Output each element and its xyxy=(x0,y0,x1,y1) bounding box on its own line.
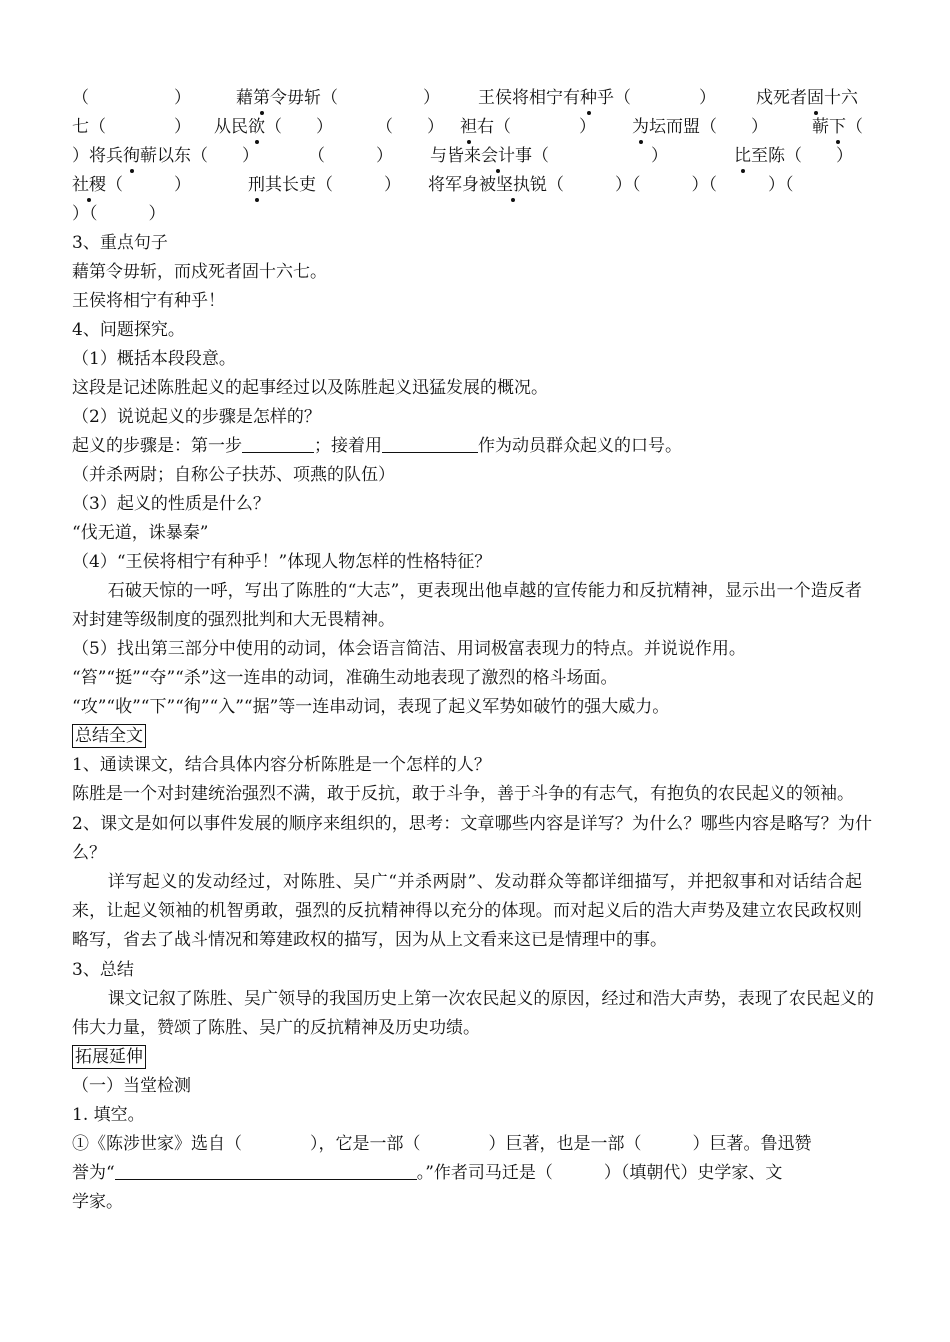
dotted-char: 社稷 xyxy=(72,171,106,200)
vocab-text: 事（ ） xyxy=(515,146,668,166)
answer-text: ；接着用 xyxy=(314,436,382,456)
key-sentence: 王侯将相宁有种乎！ xyxy=(72,291,225,311)
vocab-row-1 xyxy=(72,84,878,113)
vocab-item xyxy=(214,113,333,142)
fill-blank xyxy=(72,1159,878,1188)
vocab-text: 右（ ） xyxy=(477,117,596,137)
vocab-text: 与皆来 xyxy=(430,146,481,166)
vocab-item: ）（ ） xyxy=(72,204,166,224)
vocab-item xyxy=(72,142,259,171)
vocab-text: （ ） xyxy=(265,117,333,137)
question: （5）找出第三部分中使用的动词，体会语言简洁、用词极富表现力的特点。并说说作用。 xyxy=(72,639,746,660)
blank-line[interactable] xyxy=(242,432,314,453)
vocab-item xyxy=(756,84,858,113)
vocab-item: （ ） xyxy=(308,146,393,166)
answer-fill xyxy=(72,432,878,461)
fill-blank: ①《陈涉世家》选自（ ），它是一部（ ）巨著，也是一部（ ）巨著。鲁迅赞 xyxy=(72,1134,812,1155)
vocab-text: 令毋斩（ ） xyxy=(270,88,440,108)
vocab-text: 将军身 xyxy=(428,175,479,195)
vocab-text: 至陈（ ） xyxy=(751,146,853,166)
vocab-item xyxy=(460,113,596,142)
blank-line[interactable] xyxy=(382,432,478,453)
vocab-item xyxy=(430,142,668,171)
answer: 这段是记述陈胜起义的起事经过以及陈胜起义迅猛发展的概况。 xyxy=(72,378,548,398)
vocab-item: （ ） xyxy=(376,117,444,137)
vocab-text: （ ） xyxy=(106,175,191,195)
dotted-char: 第 xyxy=(253,84,270,113)
vocab-item xyxy=(236,84,440,113)
vocab-text: 戍死者 xyxy=(756,88,807,108)
vocab-row-4 xyxy=(72,171,878,200)
answer-text: 作为动员群众起义的口号。 xyxy=(478,436,682,456)
dotted-char: 袒 xyxy=(460,113,477,142)
dotted-char: 固 xyxy=(807,84,824,113)
vocab-text: 蕲 xyxy=(812,117,829,137)
boxed-title: 拓展延伸 xyxy=(72,1045,146,1069)
question: （1）概括本段段意。 xyxy=(72,349,236,369)
vocab-row-3 xyxy=(72,142,878,171)
dotted-char: 比 xyxy=(734,142,751,171)
answer-text: 起义的步骤是：第一步 xyxy=(72,436,242,456)
key-sentence: 藉第令毋斩，而戍死者固十六七。 xyxy=(72,262,327,282)
vocab-text: 王侯将相宁有 xyxy=(478,88,580,108)
subheading: （一）当堂检测 xyxy=(72,1076,191,1097)
dotted-char: 刑 xyxy=(248,171,265,200)
vocab-item xyxy=(248,171,401,200)
question: （3）起义的性质是什么？ xyxy=(72,494,270,514)
answer-paragraph: 陈胜是一个对封建统治强烈不满，敢于反抗，敢于斗争，善于斗争的有志气，有抱负的农民起义的领袖。 xyxy=(72,784,854,805)
vocab-item xyxy=(632,113,768,142)
vocab-text: 从民 xyxy=(214,117,248,137)
vocab-item: （ ） xyxy=(72,88,191,108)
question: （4）“王侯将相宁有种乎！”体现人物怎样的性格特征？ xyxy=(72,552,492,572)
question: （2）说说起义的步骤是怎样的？ xyxy=(72,407,321,427)
question: 3、总结 xyxy=(72,959,134,980)
vocab-text: 坛而盟（ ） xyxy=(649,117,768,137)
vocab-row-5 xyxy=(72,200,878,229)
vocab-item: 七（ ） xyxy=(72,117,191,137)
dotted-char: 下 xyxy=(829,113,846,142)
vocab-text: 乎（ ） xyxy=(597,88,716,108)
answer-hint: （并杀两尉；自称公子扶苏、项燕的队伍） xyxy=(72,465,395,485)
dotted-char: 被坚执锐 xyxy=(479,171,547,200)
vocab-text: 其长吏（ ） xyxy=(265,175,401,195)
dotted-char: 会计 xyxy=(481,142,515,171)
vocab-item xyxy=(734,142,853,171)
answer-paragraph: 石破天惊的一呼，写出了陈胜的“大志”，更表现出他卓越的宣传能力和反抗精神，显示出一个造反者对封建等级制度的强烈批判和大无畏精神。 xyxy=(72,581,862,631)
fill-blank: 学家。 xyxy=(72,1192,123,1213)
answer: “伐无道，诛暴秦” xyxy=(72,523,209,543)
answer-paragraph: 课文记叙了陈胜、吴广领导的我国历史上第一次农民起义的原因，经过和浩大声势，表现了农民起义的伟大力量，赞颂了陈胜、吴广的反抗精神及历史功绩。 xyxy=(72,988,874,1038)
vocab-text: 蕲以东（ ） xyxy=(140,146,259,166)
answer: “攻”“收”“下”“徇”“入”“据”等一连串动词，表现了起义军势如破竹的强大威力。 xyxy=(72,697,670,718)
vocab-text: 十六 xyxy=(824,88,858,108)
boxed-title: 总结全文 xyxy=(72,724,146,748)
answer-paragraph: 详写起义的发动经过，对陈胜、吴广“并杀两尉”、发动群众等都详细描写，并把叙事和对话结合起来，让起义领袖的机智勇敢，强烈的反抗精神得以充分的体现。而对起义后的浩大声势及建立农民政权则略写，省去了战斗情况和筹建政权的描写，因为从上文看来这已是情理中的事。 xyxy=(72,872,862,951)
fill-text: 。”作者司马迁是（ ）（填朝代）史学家、文 xyxy=(416,1163,783,1184)
section-heading: 4、问题探究。 xyxy=(72,320,185,340)
vocab-item xyxy=(428,171,794,200)
answer: “笞”“挺”“夺”“杀”这一连串的动词，准确生动地表现了激烈的格斗场面。 xyxy=(72,668,618,689)
vocab-item xyxy=(478,84,716,113)
vocab-text: （ ）（ ）（ ）（ xyxy=(547,175,794,195)
vocab-text: （ xyxy=(846,117,863,137)
vocab-item xyxy=(72,171,191,200)
dotted-char: 种 xyxy=(580,84,597,113)
vocab-row-2 xyxy=(72,113,878,142)
question: 2、课文是如何以事件发展的顺序来组织的，思考：文章哪些内容是详写？为什么？哪些内容是略写？为什么？ xyxy=(72,813,872,863)
exercise-item: 1. 填空。 xyxy=(72,1105,145,1126)
section-heading: 3、重点句子 xyxy=(72,233,168,253)
dotted-char: 为 xyxy=(632,113,649,142)
fill-text: 誉为“ xyxy=(72,1163,115,1184)
vocab-text: 藉 xyxy=(236,88,253,108)
document-page xyxy=(72,84,878,1217)
vocab-item xyxy=(812,113,863,142)
section-title-box xyxy=(72,722,878,751)
vocab-text: ）将兵 xyxy=(72,146,123,166)
dotted-char: 徇 xyxy=(123,142,140,171)
question: 1、通读课文，结合具体内容分析陈胜是一个怎样的人？ xyxy=(72,755,491,776)
dotted-char: 欲 xyxy=(248,113,265,142)
section-title-box xyxy=(72,1043,878,1072)
blank-line[interactable] xyxy=(115,1159,417,1180)
